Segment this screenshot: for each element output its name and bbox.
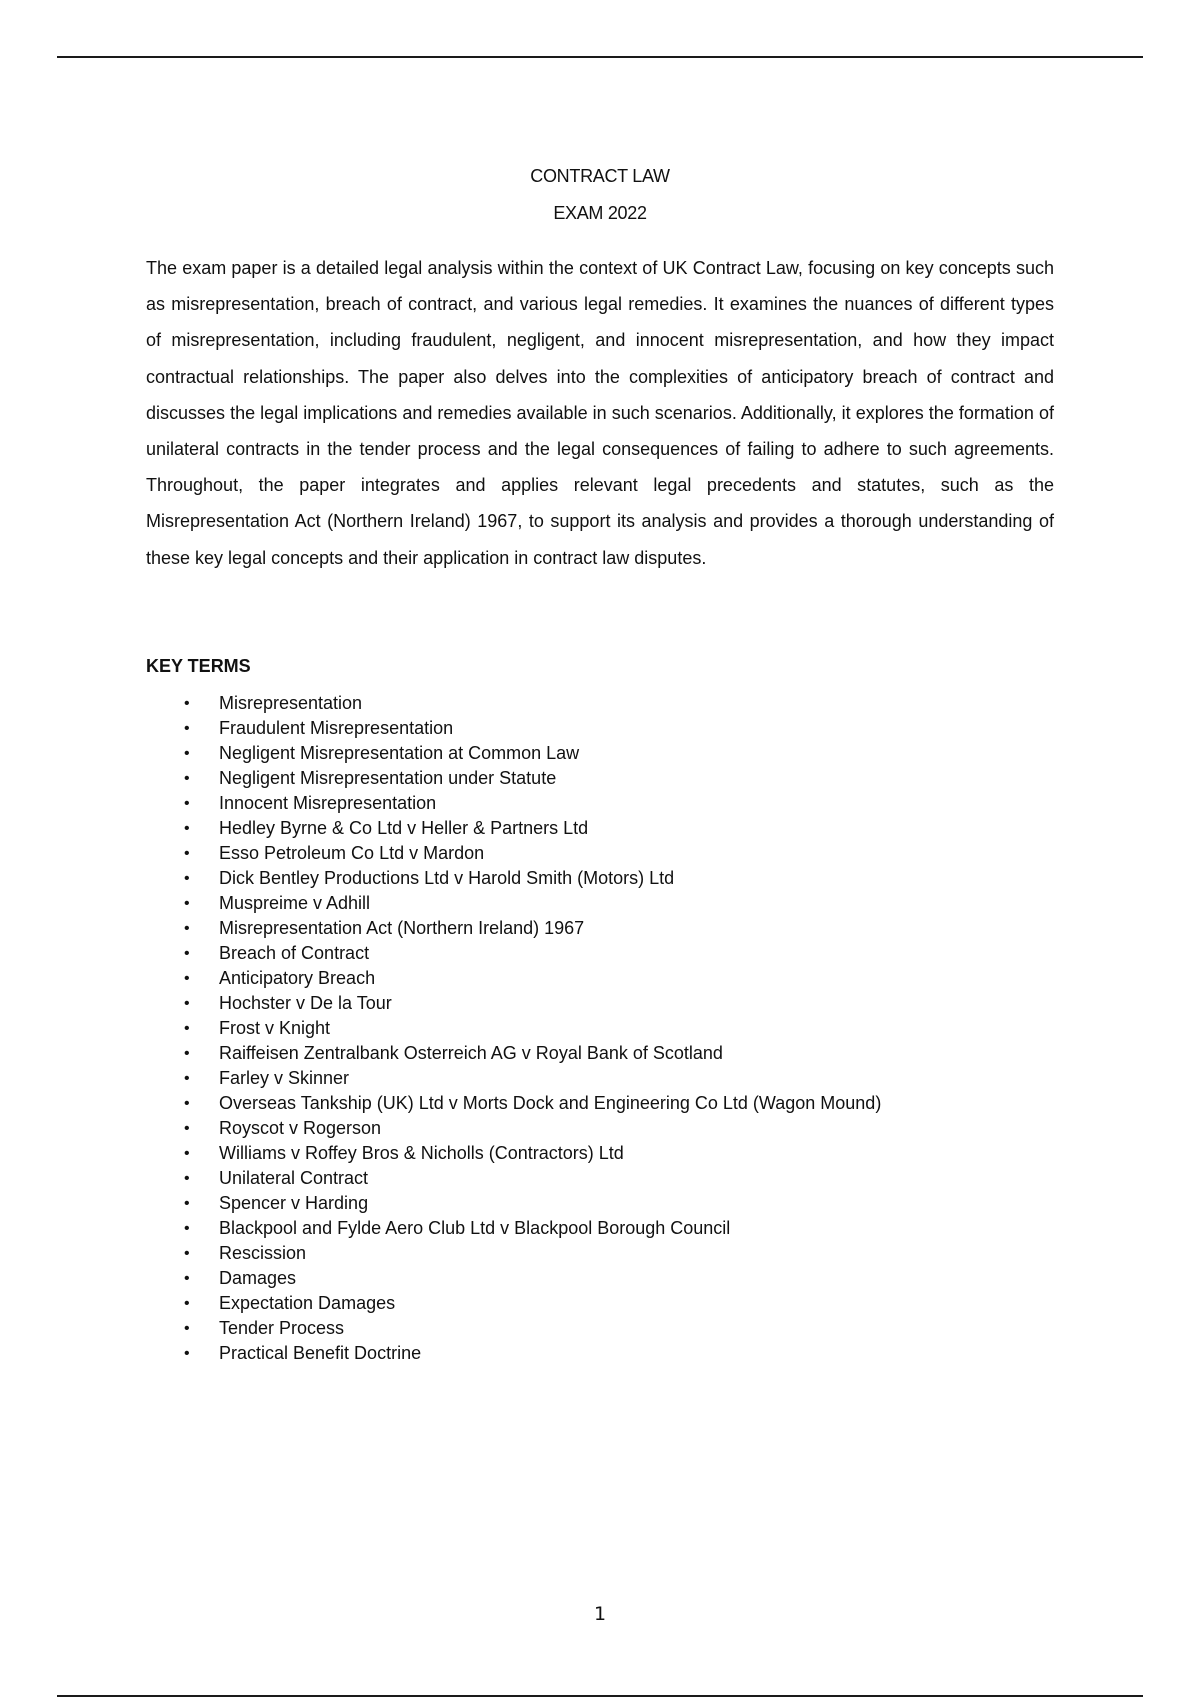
document-title-block xyxy=(0,158,1200,232)
key-term-item xyxy=(0,1216,881,1241)
key-term-label: Misrepresentation xyxy=(219,693,363,713)
bullet-icon: • xyxy=(184,1245,190,1262)
key-term-item xyxy=(0,1291,881,1316)
key-term-label: Breach of Contract xyxy=(219,943,370,963)
bullet-icon: • xyxy=(184,695,190,712)
key-term-item xyxy=(0,991,881,1016)
key-terms-list xyxy=(0,691,881,1366)
key-term-item xyxy=(0,1316,881,1341)
key-term-item xyxy=(0,1191,881,1216)
bullet-icon: • xyxy=(184,1170,190,1187)
bullet-icon: • xyxy=(184,970,190,987)
key-term-item xyxy=(0,1341,881,1366)
key-term-item xyxy=(0,1141,881,1166)
key-term-label: Negligent Misrepresentation at Common Law xyxy=(219,743,580,763)
key-term-label: Hedley Byrne & Co Ltd v Heller & Partners Ltd xyxy=(219,818,589,838)
key-term-label: Frost v Knight xyxy=(219,1018,331,1038)
key-term-item xyxy=(0,766,881,791)
key-term-item xyxy=(0,866,881,891)
bullet-icon: • xyxy=(184,1295,190,1312)
key-term-item xyxy=(0,841,881,866)
key-term-item xyxy=(0,891,881,916)
bullet-icon: • xyxy=(184,1045,190,1062)
bullet-icon: • xyxy=(184,720,190,737)
key-term-item xyxy=(0,691,881,716)
key-term-item xyxy=(0,791,881,816)
bullet-icon: • xyxy=(184,745,190,762)
key-term-item xyxy=(0,1016,881,1041)
key-term-item xyxy=(0,1266,881,1291)
key-term-item xyxy=(0,1041,881,1066)
bullet-icon: • xyxy=(184,845,190,862)
bullet-icon: • xyxy=(184,1095,190,1112)
document-title: CONTRACT LAW xyxy=(530,166,670,186)
key-term-label: Fraudulent Misrepresentation xyxy=(219,718,454,738)
key-term-label: Damages xyxy=(219,1268,297,1288)
key-term-label: Farley v Skinner xyxy=(219,1068,350,1088)
key-term-item xyxy=(0,1241,881,1266)
header-rule xyxy=(57,56,1143,58)
page-number: 1 xyxy=(593,1603,607,1625)
bullet-icon: • xyxy=(184,1320,190,1337)
summary-paragraph: The exam paper is a detailed legal analysis within the context of UK Contract Law, focusing on key concepts such as misrepresentation, breach of contract, and various legal remedies. It examines the nuances of different types of misrepresentation, including fraudulent, negligent, and innocent misrepresentation, and how they impact contractual relationships. The paper also delves into the complexities of anticipatory breach of contract and discusses the legal implications and remedies available in such scenarios. Additionally, it explores the formation of unilateral contracts in the tender process and the legal consequences of failing to adhere to such agreements. Throughout, the paper integrates and applies relevant legal precedents and statutes, such as the Misrepresentation Act (Northern Ireland) 1967, to support its analysis and provides a thorough understanding of these key legal concepts and their application in contract law disputes. xyxy=(146,258,1054,568)
bullet-icon: • xyxy=(184,1145,190,1162)
key-term-label: Innocent Misrepresentation xyxy=(219,793,437,813)
bullet-icon: • xyxy=(184,820,190,837)
key-term-label: Anticipatory Breach xyxy=(219,968,376,988)
bullet-icon: • xyxy=(184,895,190,912)
bullet-icon: • xyxy=(184,995,190,1012)
key-term-item xyxy=(0,741,881,766)
key-term-label: Raiffeisen Zentralbank Osterreich AG v Royal Bank of Scotland xyxy=(219,1043,723,1063)
key-term-label: Negligent Misrepresentation under Statute xyxy=(219,768,557,788)
key-term-label: Overseas Tankship (UK) Ltd v Morts Dock and Engineering Co Ltd (Wagon Mound) xyxy=(219,1093,882,1113)
key-term-label: Misrepresentation Act (Northern Ireland) 1967 xyxy=(219,918,585,938)
key-term-label: Dick Bentley Productions Ltd v Harold Smith (Motors) Ltd xyxy=(219,868,675,888)
bullet-icon: • xyxy=(184,870,190,887)
bullet-icon: • xyxy=(184,1195,190,1212)
bullet-icon: • xyxy=(184,1270,190,1287)
key-term-label: Practical Benefit Doctrine xyxy=(219,1343,422,1363)
bullet-icon: • xyxy=(184,795,190,812)
bullet-icon: • xyxy=(184,770,190,787)
key-term-label: Esso Petroleum Co Ltd v Mardon xyxy=(219,843,485,863)
bullet-icon: • xyxy=(184,1070,190,1087)
key-term-label: Royscot v Rogerson xyxy=(219,1118,382,1138)
key-term-item xyxy=(0,716,881,741)
key-term-item xyxy=(0,916,881,941)
key-term-label: Tender Process xyxy=(219,1318,345,1338)
key-term-label: Blackpool and Fylde Aero Club Ltd v Blackpool Borough Council xyxy=(219,1218,731,1238)
key-term-item xyxy=(0,941,881,966)
footer-rule xyxy=(57,1695,1143,1697)
bullet-icon: • xyxy=(184,1220,190,1237)
key-term-item xyxy=(0,1166,881,1191)
document-subtitle: EXAM 2022 xyxy=(553,203,647,223)
key-term-item xyxy=(0,1116,881,1141)
bullet-icon: • xyxy=(184,920,190,937)
bullet-icon: • xyxy=(184,1120,190,1137)
key-term-item xyxy=(0,816,881,841)
bullet-icon: • xyxy=(184,945,190,962)
key-term-label: Williams v Roffey Bros & Nicholls (Contractors) Ltd xyxy=(219,1143,624,1163)
key-term-label: Hochster v De la Tour xyxy=(219,993,392,1013)
key-term-item xyxy=(0,966,881,991)
key-term-label: Muspreime v Adhill xyxy=(219,893,371,913)
bullet-icon: • xyxy=(184,1345,190,1362)
key-term-label: Expectation Damages xyxy=(219,1293,396,1313)
key-term-label: Spencer v Harding xyxy=(219,1193,369,1213)
key-term-item xyxy=(0,1091,881,1116)
key-term-item xyxy=(0,1066,881,1091)
bullet-icon: • xyxy=(184,1020,190,1037)
key-term-label: Unilateral Contract xyxy=(219,1168,369,1188)
key-term-label: Rescission xyxy=(219,1243,307,1263)
key-terms-heading: KEY TERMS xyxy=(146,656,251,676)
